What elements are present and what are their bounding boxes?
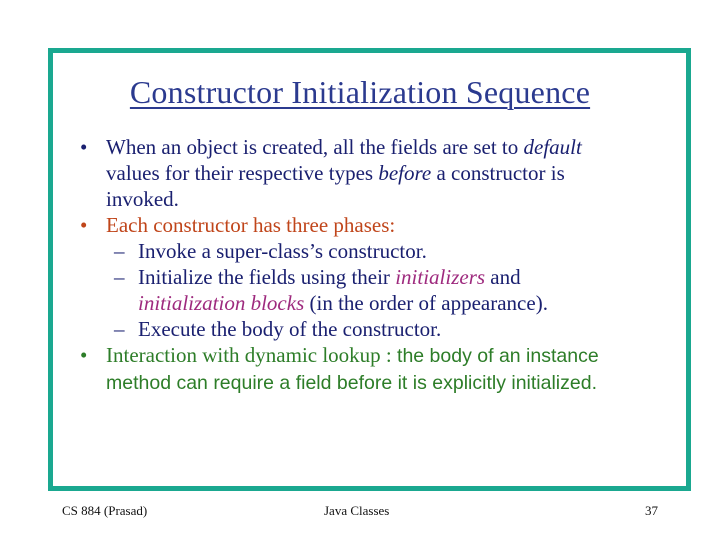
footer-left: CS 884 (Prasad)	[62, 503, 148, 518]
dash-icon: –	[114, 239, 125, 263]
dash-icon: –	[114, 317, 125, 341]
sub3-text: Execute the body of the constructor.	[138, 317, 442, 341]
slide-title: Constructor Initialization Sequence	[129, 74, 591, 110]
sub2-text-a: Initialize the fields using their	[138, 265, 396, 289]
bullet3-text-a: Interaction with dynamic lookup :	[106, 343, 398, 367]
bullet-item	[80, 212, 680, 238]
bullet-icon: •	[80, 135, 88, 159]
sub2-text-e: (in the order of appearance).	[304, 291, 548, 315]
bullet2-text: Each constructor has three phases:	[106, 213, 396, 237]
sub2-initialization-blocks: initialization blocks	[138, 291, 305, 315]
bullet1-text-default: default	[523, 135, 582, 159]
sub2-initializers: initializers	[395, 265, 486, 289]
sub1-text: Invoke a super-class’s constructor.	[138, 239, 427, 263]
bullet1-text-before: before	[378, 161, 432, 185]
dash-icon: –	[114, 265, 125, 289]
sub-bullet-item	[80, 316, 680, 342]
sub2-text-c: and	[485, 265, 521, 289]
bullet3-text-b: the body of an instance	[397, 345, 599, 367]
sub-bullet-item	[80, 238, 680, 264]
bullet3-text-c: method can require a field before it is explicitly initialized.	[106, 372, 597, 394]
bullet1-text-a: When an object is created, all the fields are set to	[106, 135, 524, 159]
bullet1-text-b: values for their respective types	[106, 161, 379, 185]
bullet-item	[80, 342, 680, 396]
sub-bullet-item	[80, 264, 680, 316]
bullet-icon: •	[80, 213, 88, 237]
bullet1-text-d: invoked.	[106, 187, 179, 211]
slide-body	[80, 134, 680, 396]
footer-center: Java Classes	[324, 503, 390, 518]
bullet-item	[80, 134, 680, 212]
bullet1-text-c: a constructor is	[431, 161, 565, 185]
bullet-icon: •	[80, 343, 88, 367]
footer-page-number: 37	[645, 503, 658, 518]
